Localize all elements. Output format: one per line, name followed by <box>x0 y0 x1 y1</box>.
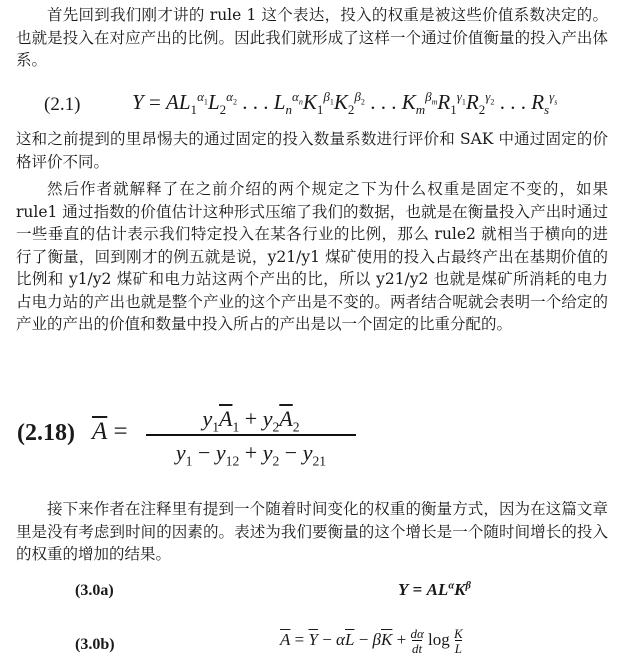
fraction-numerator: $y_1\overline{A}_1 + y_2\overline{A}_2$ <box>202 406 300 435</box>
equation-3-0a: $Y = AL^\alpha K^\beta$ <box>398 580 471 599</box>
equation-2-1-label: (2.1) <box>44 94 81 115</box>
paragraph-3: 然后作者就解释了在之前介绍的两个规定之下为什么权重是固定不变的，如果 rule1 通过指数的价值估计这种形式压缩了我们的数据，也就是在衡量投入产出时通过一些垂直的估计表示我们特定投入在某各行业的比例，那么 rule2 就相当于横向的进行了衡量，回到刚才的例五就是说，y21/y1 煤矿使用的投入占最终产出在基期价值的比例和 y1/y2 煤矿和电力站这两个产出的比，所以 y21/y2 也就是煤矿所消耗的电力占电力站的产出也就是整个产业的这个产出是不变的。两者结合呢就会表明一个给定的产业的产出的价值和数量中投入所占的产出是以一个固定的比重分配的。 <box>16 180 608 333</box>
equation-2-1: $Y = AL_1^{\alpha_1}L_2^{\alpha_2}$ . . . $L_n^{\alpha_n}K_1^{\beta_1}K_2^{\beta_2}$ . . . $K_m^{\beta_m}R_1^{\gamma_1}R_2^{\gamma_2}$ . . . $R_s^{\gamma_s}$ <box>132 89 558 118</box>
equation-3-0b-label: (3.0b) <box>75 636 115 653</box>
equation-3-0a-label: (3.0a) <box>75 582 114 599</box>
paragraph-1: 首先回到我们刚才讲的 rule 1 这个表达，投入的权重是被这些价值系数决定的。也就是投入在对应产出的比例。因此我们就形成了这样一个通过价值衡量的投入产出体系。 <box>16 6 608 69</box>
equation-2-18-fraction <box>146 406 356 466</box>
paragraph-4: 接下来作者在注释里有提到一个随着时间变化的权重的衡量方式，因为在这篇文章里是没有考虑到时间的因素的。表述为我们要衡量的这个增长是一个随时间增长的投入的权重的增加的结果。 <box>16 500 608 563</box>
equation-2-18-lhs: $\overline{A}$ = <box>92 418 128 445</box>
k-over-l-fraction: $\frac{K}{L}$ <box>454 626 463 656</box>
paragraph-2: 这和之前提到的里昂惕夫的通过固定的投入数量系数进行评价和 SAK 中通过固定的价格评价不同。 <box>16 130 608 171</box>
fraction-bar <box>146 434 356 436</box>
fraction-denominator: $y_1 - y_{12} + y_2 - y_{21}$ <box>175 439 327 468</box>
dalpha-dt-fraction: $\frac{d\alpha}{dt}$ <box>410 626 424 656</box>
equation-3-0b: $\overline{A} = \overline{Y} - \alpha\overline{L} - \beta\overline{K} + \frac{d\alpha}{dt}$ $\log \frac{K}{L}$ <box>280 626 463 656</box>
equation-2-18-label: (2.18) <box>17 420 75 446</box>
